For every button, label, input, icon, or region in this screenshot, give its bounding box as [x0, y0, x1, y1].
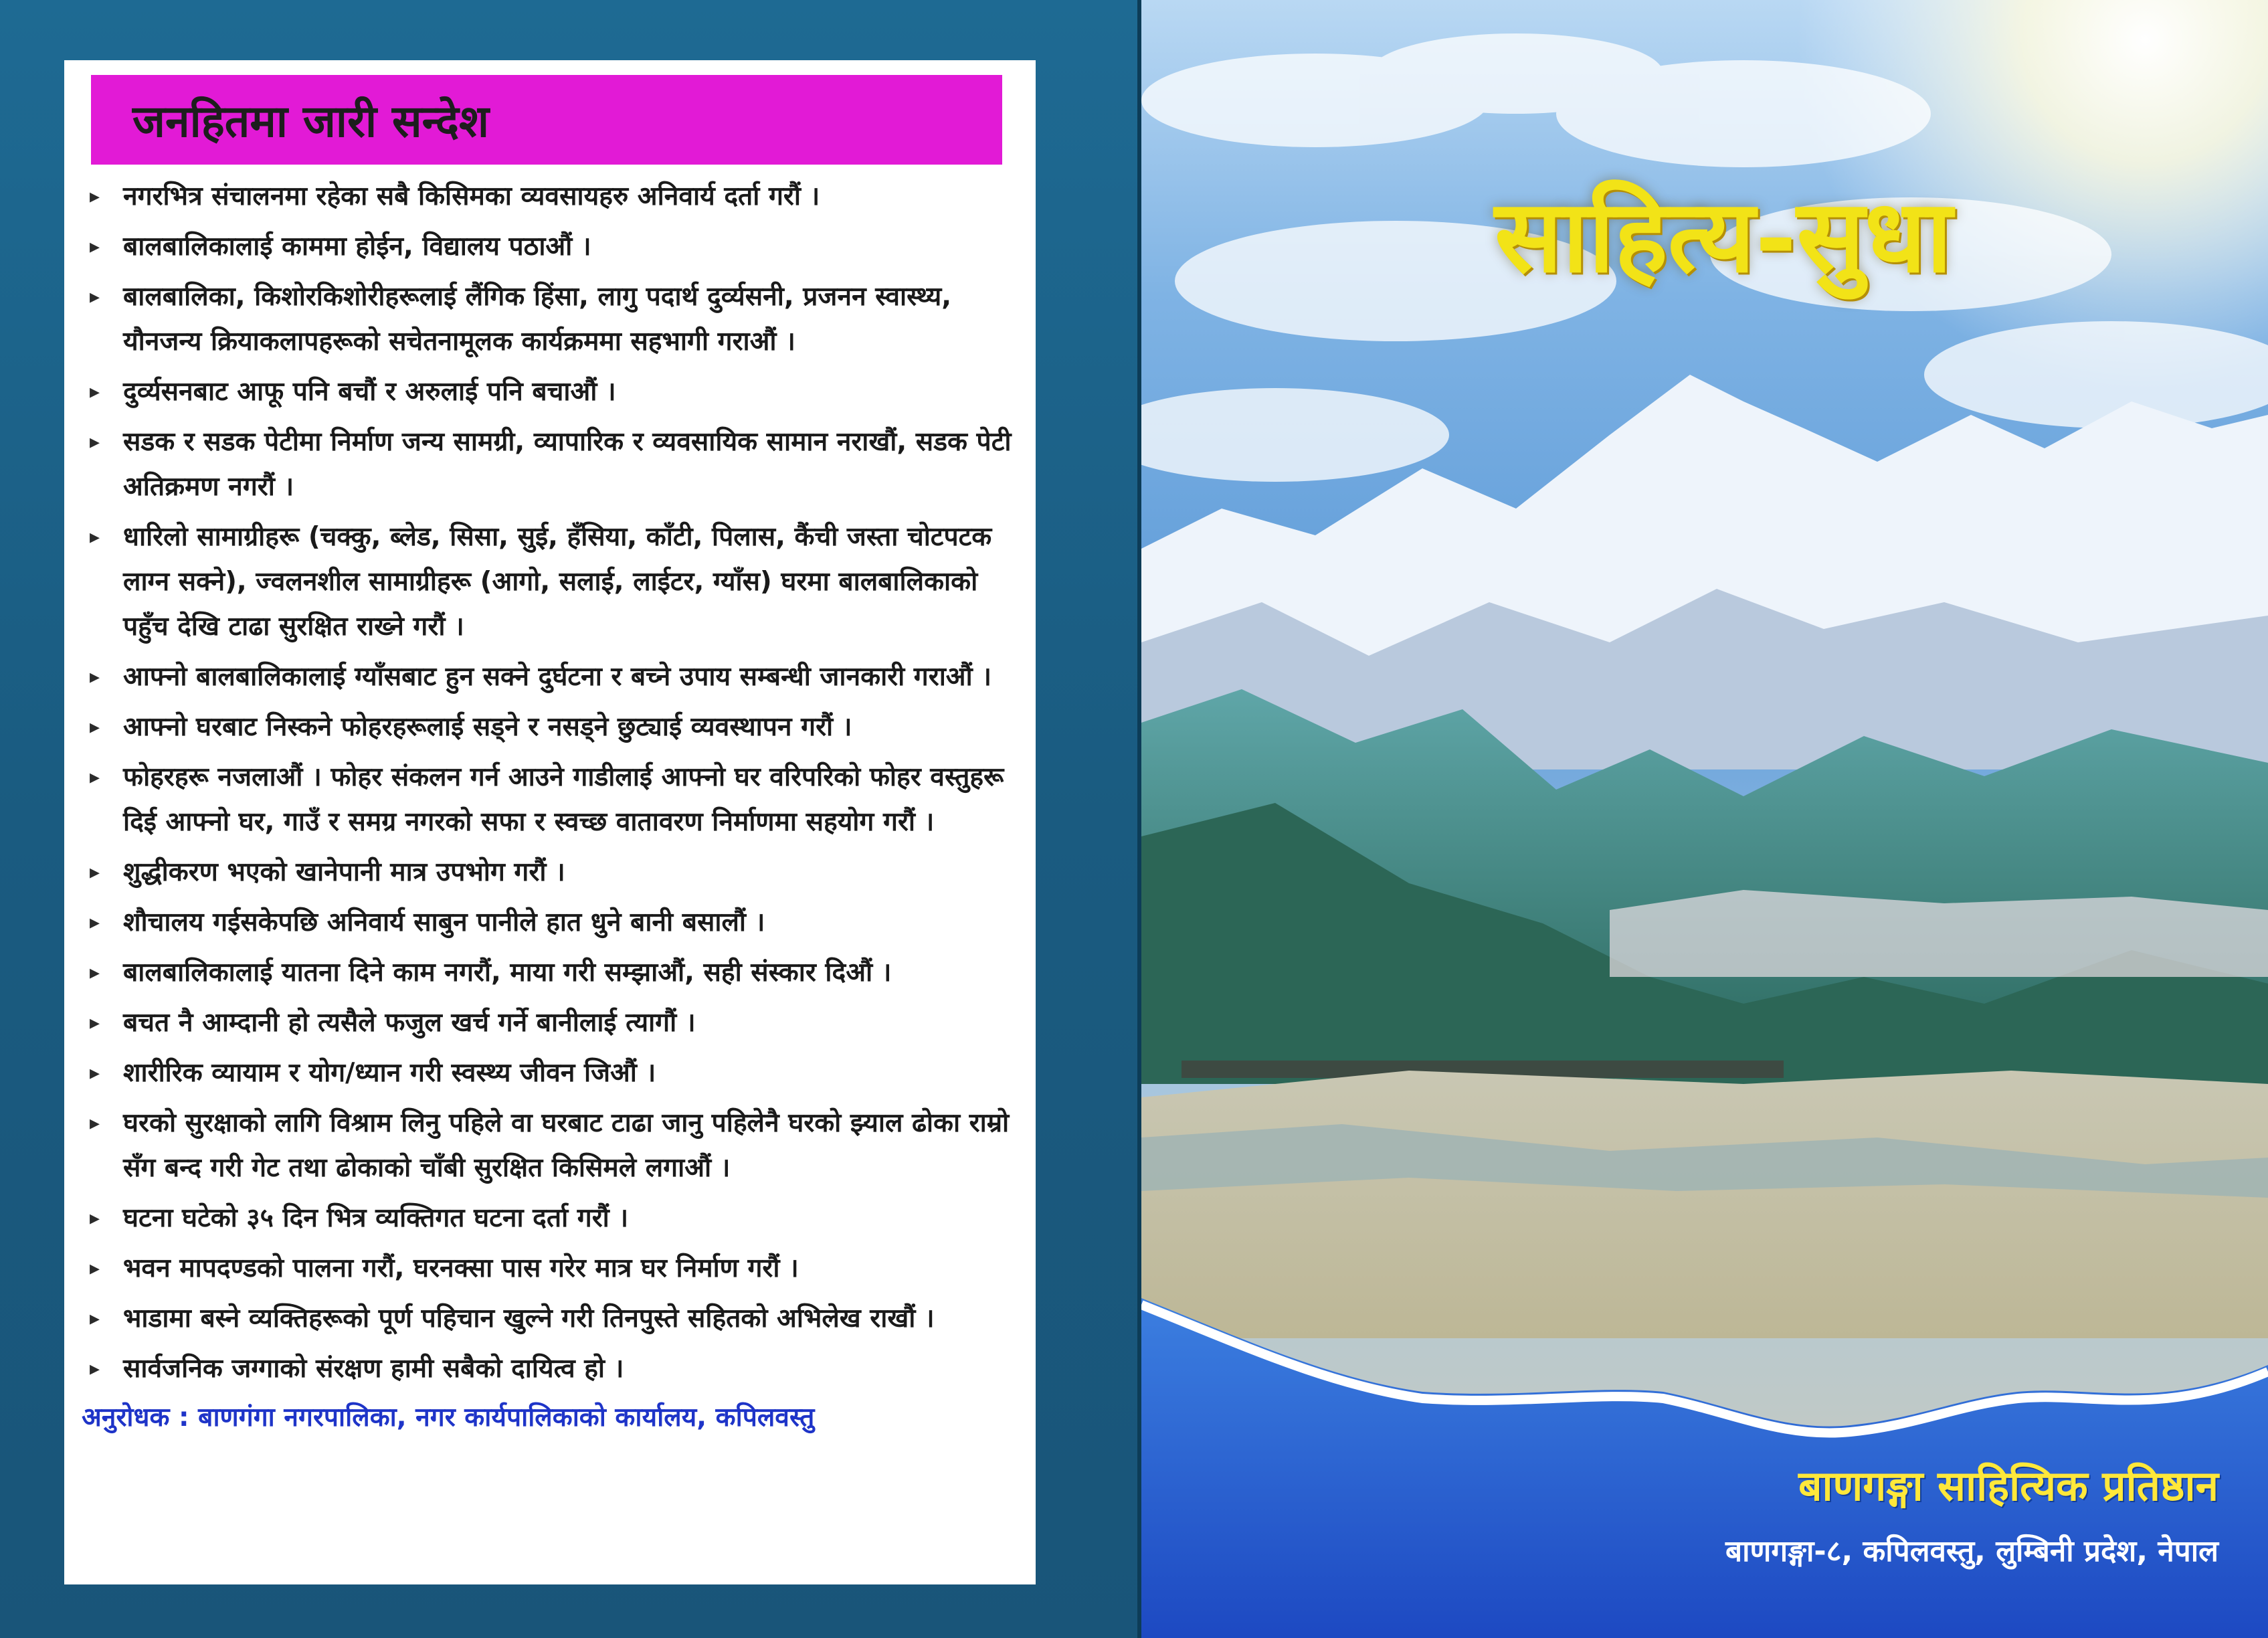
notice-item — [84, 515, 1021, 649]
notice-item — [84, 1000, 1021, 1045]
notice-item — [84, 1246, 1021, 1291]
front-cover — [1141, 0, 2268, 1638]
notice-item — [84, 1196, 1021, 1241]
bullet-arrow-icon: ▸ — [90, 715, 100, 739]
notice-item-text: घरको सुरक्षाको लागि विश्राम लिनु पहिले वा घरबाट टाढा जानु पहिलेनै घरको झ्याल ढोका राम्रो सँग बन्द गरी गेट तथा ढोकाको चाँबी सुरक्षित किसिमले लगाऔं । — [123, 1108, 1010, 1183]
publisher-address: बाणगङ्गा-८, कपिलवस्तु, लुम्बिनी प्रदेश, नेपाल — [1725, 1534, 2218, 1568]
bullet-arrow-icon: ▸ — [90, 860, 100, 884]
notice-item — [84, 174, 1021, 219]
notice-item — [84, 224, 1021, 269]
bullet-arrow-icon: ▸ — [90, 1257, 100, 1280]
bullet-arrow-icon: ▸ — [90, 1111, 100, 1135]
notice-item-text: शुद्धीकरण भएको खानेपानी मात्र उपभोग गरौं । — [123, 857, 565, 887]
notice-item-text: नगरभित्र संचालनमा रहेका सबै किसिमका व्यवसायहरु अनिवार्य दर्ता गरौं । — [123, 181, 820, 211]
notice-header — [91, 75, 1002, 165]
notice-item-text: बचत नै आम्दानी हो त्यसैले फजुल खर्च गर्ने बानीलाई त्यागौं । — [123, 1008, 696, 1038]
notice-item — [84, 369, 1021, 414]
notice-item — [84, 1296, 1021, 1341]
notice-item-text: धारिलो सामाग्रीहरू (चक्कु, ब्लेड, सिसा, सुई, हँसिया, काँटी, पिलास, कैंची जस्ता चोटपटक लाग्न सक्ने), ज्वलनशील सामाग्रीहरू (आगो, सलाई, लाईटर, ग्याँस) घरमा बालबालिकाको पहुँच देखि टाढा सुरक्षित राख्ने गरौं । — [123, 522, 992, 642]
notice-item-text: बालबालिकालाई काममा होईन, विद्यालय पठाऔं । — [123, 232, 591, 262]
bullet-arrow-icon: ▸ — [90, 285, 100, 308]
notice-item-text: बालबालिकालाई यातना दिने काम नगरौं, माया गरी सम्झाऔं, सही संस्कार दिऔं । — [123, 958, 892, 988]
publisher-name: बाणगङ्गा साहित्यिक प्रतिष्ठान — [1798, 1461, 2218, 1510]
bullet-arrow-icon: ▸ — [90, 665, 100, 689]
bullet-arrow-icon: ▸ — [90, 430, 100, 454]
bullet-arrow-icon: ▸ — [90, 911, 100, 934]
bullet-arrow-icon: ▸ — [90, 1206, 100, 1230]
notice-panel — [64, 60, 1036, 1584]
notice-footer: अनुरोधक : बाणगंगा नगरपालिका, नगर कार्यपालिकाको कार्यालय, कपिलवस्तु — [82, 1402, 815, 1433]
notice-item — [84, 850, 1021, 895]
mist — [1610, 890, 2268, 977]
notice-item — [84, 274, 1021, 364]
riverbed — [1141, 1071, 2268, 1338]
notice-item-text: घटना घटेको ३५ दिन भित्र व्यक्तिगत घटना दर्ता गरौं । — [123, 1203, 629, 1233]
bullet-arrow-icon: ▸ — [90, 765, 100, 789]
notice-item-text: आफ्नो बालबालिकालाई ग्याँसबाट हुन सक्ने दुर्घटना र बच्ने उपाय सम्बन्धी जानकारी गराऔं । — [123, 662, 992, 692]
notice-item-text: शारीरिक व्यायाम र योग/ध्यान गरी स्वस्थ्य जीवन जिऔं । — [123, 1058, 656, 1088]
notice-item-text: भवन मापदण्डको पालना गरौं, घरनक्सा पास गरेर मात्र घर निर्माण गरौं । — [123, 1253, 799, 1283]
bullet-arrow-icon: ▸ — [90, 1011, 100, 1034]
bullet-arrow-icon: ▸ — [90, 1061, 100, 1085]
notice-item-text: भाडामा बस्ने व्यक्तिहरूको पूर्ण पहिचान खुल्ने गरी तिनपुस्ते सहितको अभिलेख राखौं । — [123, 1303, 935, 1334]
notice-item — [84, 1051, 1021, 1095]
notice-item — [84, 950, 1021, 995]
notice-item-text: सडक र सडक पेटीमा निर्माण जन्य सामग्री, व्यापारिक र व्यवसायिक सामान नराखौं, सडक पेटी अतिक्रमण नगरौं । — [123, 427, 1012, 502]
notice-item-text: बालबालिका, किशोरकिशोरीहरूलाई लैंगिक हिंसा, लागु पदार्थ दुर्व्यसनी, प्रजनन स्वास्थ्य, यौनजन्य क्रियाकलापहरूको सचेतनामूलक कार्यक्रममा सहभागी गराऔं । — [123, 282, 952, 357]
notice-item-text: फोहरहरू नजलाऔं । फोहर संकलन गर्न आउने गाडीलाई आफ्नो घर वरिपरिको फोहर वस्तुहरू दिई आफ्नो घर, गाउँ र समग्र नगरको सफा र स्वच्छ वातावरण निर्माणमा सहयोग गरौं । — [123, 762, 1004, 837]
notice-list — [84, 174, 1021, 1396]
notice-item — [84, 755, 1021, 844]
bullet-arrow-icon: ▸ — [90, 525, 100, 549]
bullet-arrow-icon: ▸ — [90, 185, 100, 208]
notice-item — [84, 900, 1021, 945]
notice-title: जनहितमा जारी सन्देश — [132, 96, 489, 147]
bullet-arrow-icon: ▸ — [90, 1357, 100, 1380]
bullet-arrow-icon: ▸ — [90, 961, 100, 984]
bullet-arrow-icon: ▸ — [90, 1307, 100, 1330]
notice-item — [84, 705, 1021, 749]
bullet-arrow-icon: ▸ — [90, 235, 100, 258]
notice-item-text: शौचालय गईसकेपछि अनिवार्य साबुन पानीले हात धुने बानी बसालौं । — [123, 907, 765, 937]
bullet-arrow-icon: ▸ — [90, 380, 100, 403]
notice-item — [84, 654, 1021, 699]
notice-item-text: सार्वजनिक जग्गाको संरक्षण हामी सबैको दायित्व हो । — [123, 1354, 624, 1384]
notice-item-text: दुर्व्यसनबाट आफू पनि बचौं र अरुलाई पनि बचाऔं । — [123, 377, 616, 407]
notice-item-text: आफ्नो घरबाट निस्कने फोहरहरूलाई सड्ने र नसड्ने छुट्याई व्यवस्थापन गरौं । — [123, 712, 852, 742]
book-title: साहित्य-सुधा — [1494, 177, 1952, 295]
notice-item — [84, 1346, 1021, 1391]
notice-item — [84, 1101, 1021, 1190]
notice-item — [84, 420, 1021, 509]
